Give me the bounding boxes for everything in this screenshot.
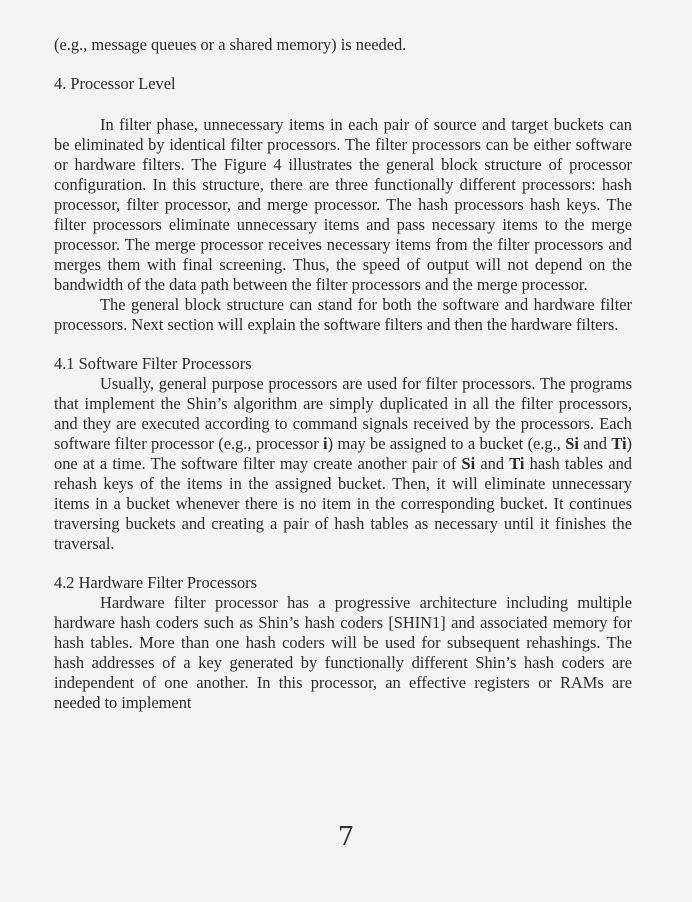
text-run: hash tables and rehash keys of the items in the assigned bucket. Then, it will eliminate unnecessary items in a bucket whenever there is no item in the corresponding bucket. It continues traversing buckets and creating a pair of hash tables as necessary until it finishes the traversal.	[54, 454, 632, 553]
spacer	[54, 94, 632, 115]
section-4-1-paragraph	[54, 374, 632, 554]
text-run: ) may be assigned to a bucket (e.g.,	[327, 434, 566, 453]
text-run: and	[578, 434, 612, 453]
spacer	[54, 335, 632, 354]
section-heading-4: 4. Processor Level	[54, 74, 176, 93]
bucket-symbol-si: Si	[565, 434, 579, 453]
continuation-line: (e.g., message queues or a shared memory) is needed.	[54, 35, 407, 54]
text-run: and	[475, 454, 510, 473]
section-heading-4-1: 4.1 Software Filter Processors	[54, 354, 252, 373]
spacer	[54, 554, 632, 573]
hash-table-symbol-ti: Ti	[509, 454, 525, 473]
section-4-2-paragraph: Hardware filter processor has a progressive architecture including multiple hardware hash coders such as Shin’s hash coders [SHIN1] and associated memory for hash tables. More than one hash coders will be used for subsequent rehashings. The hash addresses of a key generated by functionally different Shin’s hash coders are independent of one another. In this processor, an effective registers or RAMs are needed to implement	[54, 593, 632, 712]
section-4-paragraph-1: In filter phase, unnecessary items in each pair of source and target buckets can be eliminated by identical filter processors. The filter processors can be either software or hardware filters. The Figure 4 illustrates the general block structure of processor configuration. In this structure, there are three functionally different processors: hash processor, filter processor, and merge processor. The hash processors hash keys. The filter processors eliminate unnecessary items and pass necessary items to the merge processor. The merge processor receives necessary items from the filter processors and merges them with final screening. Thus, the speed of output will not depend on the bandwidth of the data path between the filter processors and the merge processor.	[54, 115, 632, 294]
section-4-paragraph-2: The general block structure can stand for both the software and hardware filter processors. Next section will explain the software filters and then the hardware filters.	[54, 295, 632, 334]
text-run: Usually, general purpose processors are used for filter processors. The programs that implement the Shin’s algorithm are simply duplicated in all the filter processors, and they are executed according to command signals received by the processors. Each software filter processor (e.g., processor	[54, 374, 632, 453]
processor-symbol: i	[323, 434, 328, 453]
bucket-symbol-ti: Ti	[611, 434, 627, 453]
hash-table-symbol-si: Si	[461, 454, 476, 473]
text-run: ) one at a time. The software filter may create another pair of	[54, 434, 632, 473]
section-heading-4-2: 4.2 Hardware Filter Processors	[54, 573, 258, 592]
page-number: 7	[337, 822, 355, 852]
spacer	[54, 55, 632, 74]
